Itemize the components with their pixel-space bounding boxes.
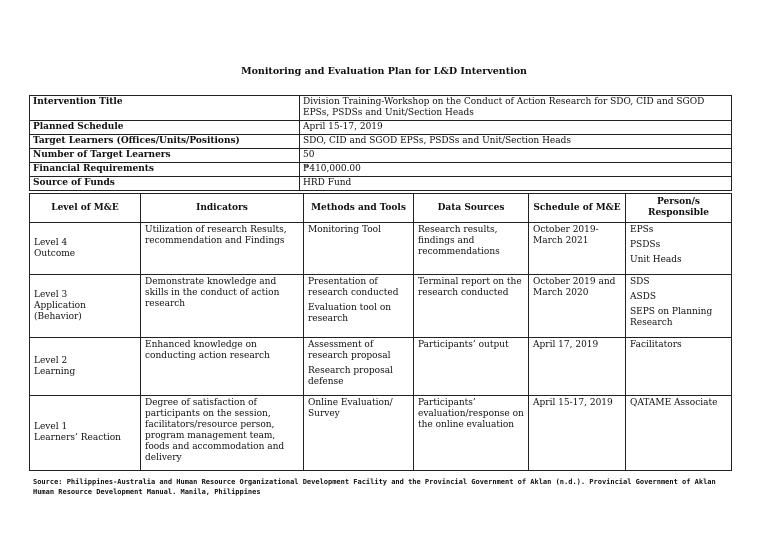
persons-cell xyxy=(626,275,732,338)
schedule-cell: April 17, 2019 xyxy=(529,338,626,396)
info-label: Financial Requirements xyxy=(30,163,300,177)
persons-cell-item: PSDSs xyxy=(630,240,661,250)
info-row xyxy=(30,177,732,191)
me-plan-table xyxy=(29,193,732,471)
persons-cell xyxy=(626,338,732,396)
indicator-cell: Degree of satisfaction of participants on the session, facilitators/resource person, program management team, foods and accommodation and delivery xyxy=(141,396,304,471)
level-cell xyxy=(30,275,141,338)
schedule-cell: October 2019 and March 2020 xyxy=(529,275,626,338)
methods-cell-item: Assessment of research proposal xyxy=(308,340,391,361)
table-row xyxy=(30,275,732,338)
info-label: Planned Schedule xyxy=(30,121,300,135)
column-header: Methods and Tools xyxy=(304,194,414,223)
info-value: SDO, CID and SGOD EPSs, PSDSs and Unit/Section Heads xyxy=(300,135,732,149)
info-row xyxy=(30,121,732,135)
level-cell xyxy=(30,223,141,275)
methods-cell-item: Research proposal defense xyxy=(308,366,393,387)
methods-cell xyxy=(304,275,414,338)
persons-cell-item: SDS xyxy=(630,277,650,287)
persons-cell xyxy=(626,223,732,275)
schedule-cell: October 2019- March 2021 xyxy=(529,223,626,275)
level-line: Learning xyxy=(34,366,76,377)
info-row xyxy=(30,135,732,149)
level-line: Level 3 xyxy=(34,289,68,300)
persons-cell-item: ASDS xyxy=(630,292,657,302)
info-row xyxy=(30,163,732,177)
column-header: Data Sources xyxy=(414,194,529,223)
info-value: HRD Fund xyxy=(300,177,732,191)
methods-cell xyxy=(304,396,414,471)
sources-cell: Research results, findings and recommendations xyxy=(414,223,529,275)
indicator-cell: Demonstrate knowledge and skills in the conduct of action research xyxy=(141,275,304,338)
sources-cell: Participants’ evaluation/response on the online evaluation xyxy=(414,396,529,471)
info-row xyxy=(30,96,732,121)
level-cell xyxy=(30,396,141,471)
column-header: Person/s Responsible xyxy=(626,194,732,223)
indicator-cell: Utilization of research Results, recommendation and Findings xyxy=(141,223,304,275)
document-title: Monitoring and Evaluation Plan for L&D Intervention xyxy=(241,66,527,77)
info-label: Number of Target Learners xyxy=(30,149,300,163)
persons-cell-item: SEPS on Planning Research xyxy=(630,307,713,328)
table-row xyxy=(30,396,732,471)
persons-cell-item: EPSs xyxy=(630,225,654,235)
column-header: Indicators xyxy=(141,194,304,223)
info-row xyxy=(30,149,732,163)
methods-cell-item: Online Evaluation/ Survey xyxy=(308,398,393,419)
table-row xyxy=(30,223,732,275)
info-value: April 15-17, 2019 xyxy=(300,121,732,135)
table-row xyxy=(30,338,732,396)
info-value: Division Training-Workshop on the Conduct of Action Research for SDO, CID and SGOD EPSs, PSDSs and Unit/Section Heads xyxy=(300,96,732,121)
info-value: 50 xyxy=(300,149,732,163)
info-value: ₱410,000.00 xyxy=(300,163,732,177)
info-label: Target Learners (Offices/Units/Positions) xyxy=(30,135,300,149)
source-note: Source: Philippines-Australia and Human Resource Organizational Development Facility and the Provincial Government of Aklan (n.d.). Provincial Government of Aklan Human Resource Development Manual. Manila, Philippines xyxy=(33,478,716,496)
level-line: Outcome xyxy=(34,248,76,259)
methods-cell xyxy=(304,223,414,275)
column-header: Level of M&E xyxy=(30,194,141,223)
table-header-row xyxy=(30,194,732,223)
persons-cell-item: Facilitators xyxy=(630,340,682,350)
level-line: Learners’ Reaction xyxy=(34,433,121,443)
info-label: Source of Funds xyxy=(30,177,300,191)
level-cell xyxy=(30,338,141,396)
sources-cell: Terminal report on the research conducted xyxy=(414,275,529,338)
indicator-cell: Enhanced knowledge on conducting action research xyxy=(141,338,304,396)
methods-cell-item: Monitoring Tool xyxy=(308,225,381,235)
info-label: Intervention Title xyxy=(30,96,300,121)
intervention-info-table xyxy=(29,95,732,191)
persons-cell-item: Unit Heads xyxy=(630,255,682,265)
column-header: Schedule of M&E xyxy=(529,194,626,223)
level-line: Level 2 xyxy=(34,355,68,366)
methods-cell-item: Presentation of research conducted xyxy=(308,277,399,298)
level-line: Application xyxy=(34,300,86,311)
schedule-cell: April 15-17, 2019 xyxy=(529,396,626,471)
methods-cell-item: Evaluation tool on research xyxy=(308,303,392,324)
methods-cell xyxy=(304,338,414,396)
persons-cell xyxy=(626,396,732,471)
level-line: Level 4 xyxy=(34,237,68,248)
persons-cell-item: QATAME Associate xyxy=(630,398,718,408)
level-line: Level 1 xyxy=(34,422,68,432)
level-line: (Behavior) xyxy=(34,311,82,322)
sources-cell: Participants’ output xyxy=(414,338,529,396)
